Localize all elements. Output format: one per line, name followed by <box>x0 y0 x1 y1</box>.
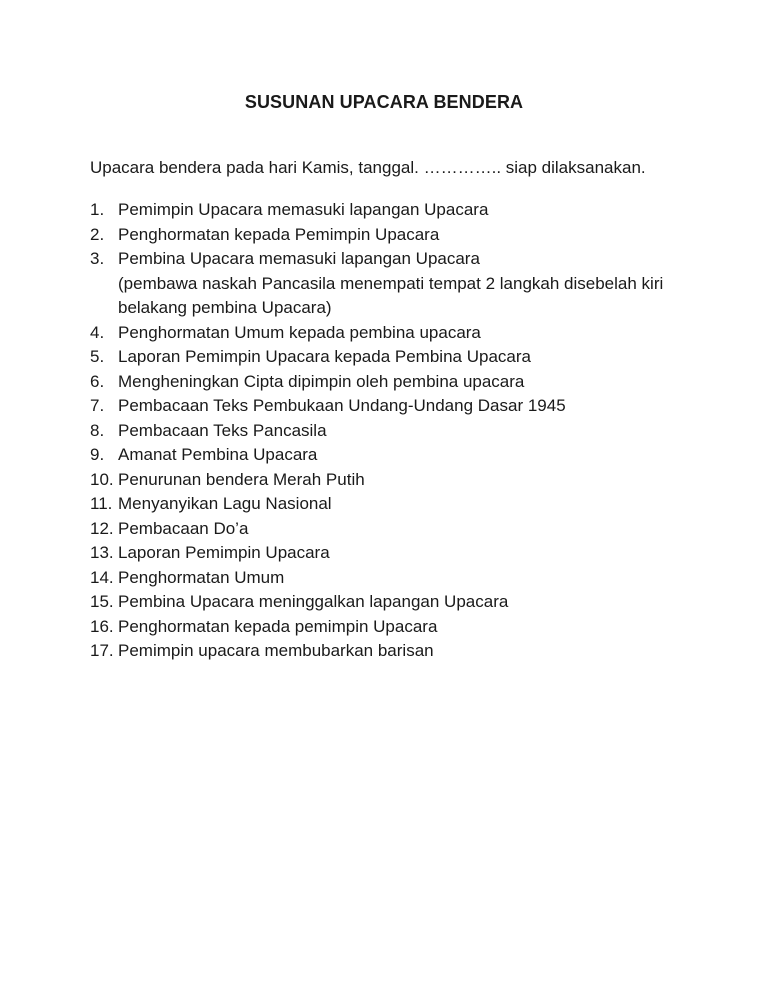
step-text: Penghormatan Umum kepada pembina upacara <box>118 322 481 342</box>
list-item <box>90 223 710 248</box>
document-title: SUSUNAN UPACARA BENDERA <box>244 92 524 112</box>
step-text: Penghormatan kepada pemimpin Upacara <box>118 616 438 636</box>
list-item <box>90 443 710 468</box>
step-body <box>118 639 710 664</box>
list-item <box>90 566 710 591</box>
step-text: Mengheningkan Cipta dipimpin oleh pembina upacara <box>118 371 525 391</box>
step-body <box>118 370 710 395</box>
step-text: Amanat Pembina Upacara <box>118 445 318 464</box>
intro-text: Upacara bendera pada hari Kamis, tanggal. ………….. siap dilaksanakan. <box>90 158 646 177</box>
step-body <box>118 223 710 248</box>
list-item <box>90 321 710 346</box>
step-number: 8. <box>90 420 105 440</box>
list-item <box>90 370 710 395</box>
list-item <box>90 517 710 542</box>
step-body <box>118 468 710 493</box>
step-body <box>118 541 710 566</box>
step-number: 12. <box>90 518 114 538</box>
step-number: 6. <box>90 371 105 391</box>
step-body <box>118 394 710 419</box>
step-body <box>118 198 710 223</box>
list-item <box>90 590 710 615</box>
step-body <box>118 419 710 444</box>
step-number: 15. <box>90 592 114 611</box>
step-number: 17. <box>90 641 114 660</box>
step-text: Pemimpin upacara membubarkan barisan <box>118 641 434 660</box>
list-item <box>90 639 710 664</box>
step-number: 4. <box>90 322 105 342</box>
step-body <box>118 590 710 615</box>
step-body <box>118 615 710 640</box>
step-text: Pembina Upacara meninggalkan lapangan Upacara <box>118 592 509 611</box>
step-number: 7. <box>90 396 105 415</box>
step-text: Pembacaan Teks Pembukaan Undang-Undang Dasar 1945 <box>118 396 566 415</box>
step-body <box>118 517 710 542</box>
list-item <box>90 541 710 566</box>
ceremony-steps-list <box>90 198 710 664</box>
step-note: (pembawa naskah Pancasila menempati tempat 2 langkah disebelah kiri belakang pembina Upacara) <box>118 273 664 317</box>
step-number: 1. <box>90 200 105 219</box>
step-number: 13. <box>90 543 114 562</box>
list-item <box>90 198 710 223</box>
step-body <box>118 321 710 346</box>
step-text: Pemimpin Upacara memasuki lapangan Upacara <box>118 200 489 219</box>
list-item <box>90 468 710 493</box>
step-text: Penurunan bendera Merah Putih <box>118 469 365 489</box>
step-number: 16. <box>90 616 114 636</box>
step-text: Pembacaan Teks Pancasila <box>118 420 327 440</box>
step-text: Penghormatan kepada Pemimpin Upacara <box>118 224 440 244</box>
step-body <box>118 247 710 321</box>
step-number: 10. <box>90 469 114 489</box>
list-item <box>90 615 710 640</box>
step-text: Penghormatan Umum <box>118 567 285 587</box>
step-number: 14. <box>90 567 114 587</box>
step-text: Laporan Pemimpin Upacara kepada Pembina Upacara <box>118 347 531 366</box>
step-number: 11. <box>90 494 113 513</box>
step-body <box>118 566 710 591</box>
step-number: 2. <box>90 224 105 244</box>
list-item <box>90 394 710 419</box>
step-text: Laporan Pemimpin Upacara <box>118 543 330 562</box>
step-body <box>118 492 710 517</box>
step-number: 3. <box>90 249 105 268</box>
list-item <box>90 345 710 370</box>
step-number: 5. <box>90 347 105 366</box>
step-text: Pembina Upacara memasuki lapangan Upacara <box>118 249 480 268</box>
step-text: Pembacaan Do’a <box>118 518 249 538</box>
step-text: Menyanyikan Lagu Nasional <box>118 494 332 513</box>
step-body <box>118 443 710 468</box>
step-body <box>118 345 710 370</box>
step-number: 9. <box>90 445 105 464</box>
list-item <box>90 492 710 517</box>
list-item <box>90 247 710 321</box>
list-item <box>90 419 710 444</box>
